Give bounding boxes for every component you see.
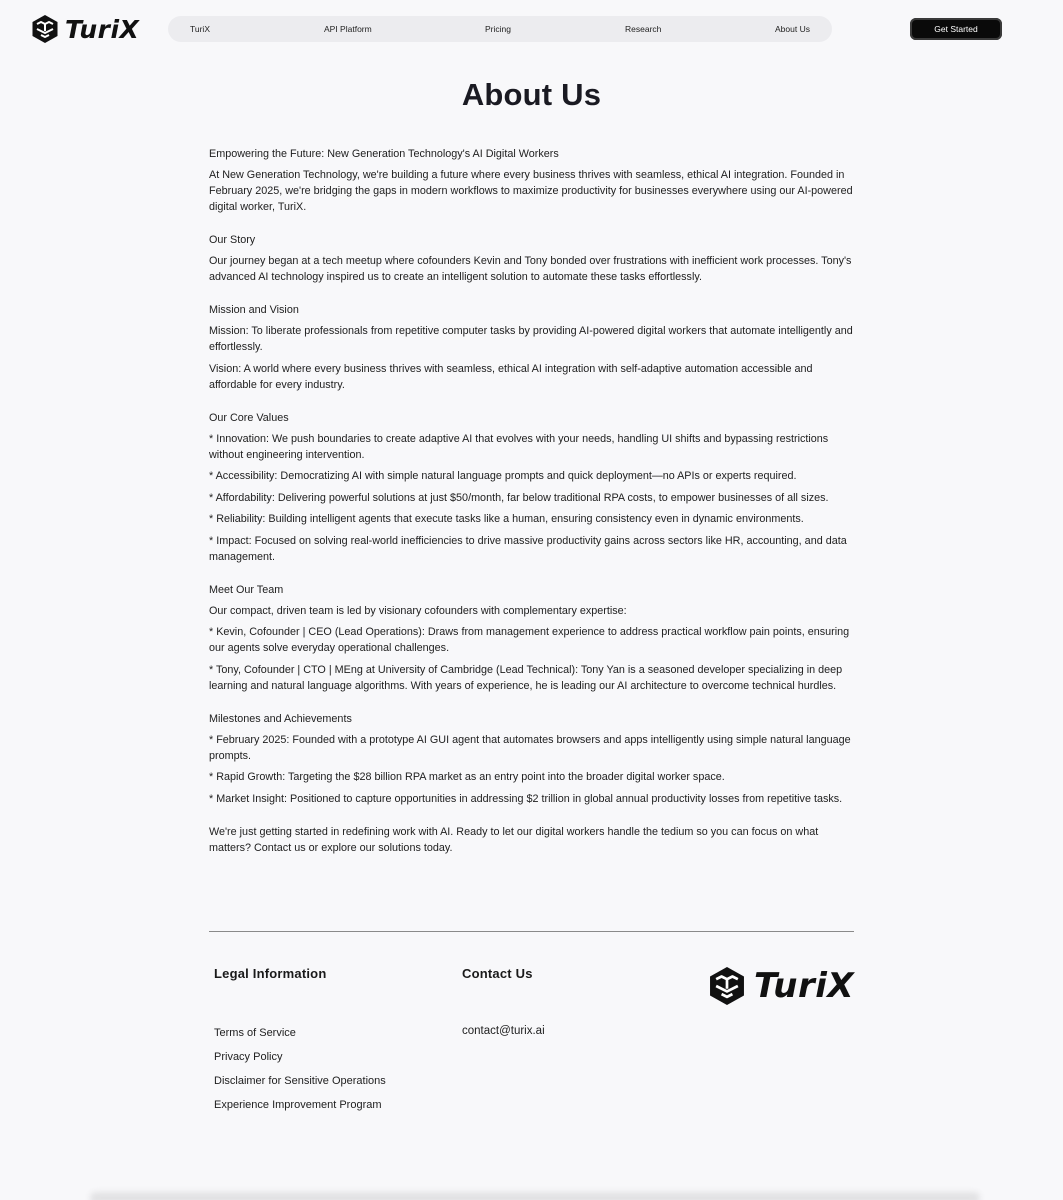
footer-logo[interactable] xyxy=(708,964,854,1008)
nav-item-turix[interactable]: TuriX xyxy=(190,24,210,34)
milestones-heading: Milestones and Achievements xyxy=(209,712,352,725)
contact-email-link[interactable]: contact@turix.ai xyxy=(462,1025,545,1037)
milestones-section xyxy=(209,711,857,807)
site-header xyxy=(0,0,1063,58)
nav-item-pricing[interactable]: Pricing xyxy=(485,24,511,34)
header-logo[interactable] xyxy=(31,13,139,45)
intro-paragraph: At New Generation Technology, we're building a future where every business thrives with seamless, ethical AI integration. Founded in February 2025, we're bridging the gaps in modern workflows to maximize productivity for businesses everywhere using our AI-powered digital worker, TuriX. xyxy=(209,169,853,213)
team-intro: Our compact, driven team is led by visionary cofounders with complementary expertise: xyxy=(209,604,627,617)
milestone-item: * Market Insight: Positioned to capture opportunities in addressing $2 trillion in global annual productivity losses from repetitive tasks. xyxy=(209,792,843,805)
team-member-item: * Tony, Cofounder | CTO | MEng at University of Cambridge (Lead Technical): Tony Yan is a seasoned developer specializing in deep learning and natural language algorithms. With years of experience, he is leading our AI architecture to overcome technical hurdles. xyxy=(209,663,843,692)
privacy-policy-link[interactable]: Privacy Policy xyxy=(214,1051,283,1063)
about-content xyxy=(209,146,857,861)
turix-logo-icon xyxy=(31,14,59,44)
nav-item-about-us[interactable]: About Us xyxy=(775,24,810,34)
footer-logo-wordmark: TuriX xyxy=(754,966,855,1006)
terms-of-service-link[interactable]: Terms of Service xyxy=(214,1027,296,1039)
closing-paragraph: We're just getting started in redefining work with AI. Ready to let our digital workers handle the tedium so you can focus on what matters? Contact us or explore our solutions today. xyxy=(209,825,819,854)
turix-logo-icon xyxy=(708,965,746,1007)
milestone-item: * Rapid Growth: Targeting the $28 billion RPA market as an entry point into the broader digital worker space. xyxy=(209,771,725,783)
mission-heading: Mission and Vision xyxy=(209,304,299,316)
logo-wordmark: TuriX xyxy=(65,14,140,44)
main-nav xyxy=(168,16,832,42)
milestone-item: * February 2025: Founded with a prototype AI GUI agent that automates browsers and apps intelligently using simple natural language prompts. xyxy=(209,733,851,762)
bottom-edge-shadow xyxy=(90,1192,980,1200)
values-heading: Our Core Values xyxy=(209,411,289,424)
get-started-button[interactable]: Get Started xyxy=(910,18,1002,40)
value-item: * Reliability: Building intelligent agents that execute tasks like a human, ensuring consistency even in dynamic environments. xyxy=(209,513,804,525)
story-paragraph: Our journey began at a tech meetup where cofounders Kevin and Tony bonded over frustrations with inefficient work processes. Tony's advanced AI technology inspired us to create an intelligent solution to automate these tasks effortlessly. xyxy=(209,255,852,283)
value-item: * Accessibility: Democratizing AI with simple natural language prompts and quick deployment—no APIs or experts required. xyxy=(209,470,797,482)
story-heading: Our Story xyxy=(209,234,256,246)
values-section xyxy=(209,410,857,565)
footer-divider xyxy=(209,931,854,932)
story-section xyxy=(209,232,857,285)
vision-paragraph: Vision: A world where every business thrives with seamless, ethical AI integration with self-adaptive automation accessible and affordable for every industry. xyxy=(209,362,813,391)
nav-item-api-platform[interactable]: API Platform xyxy=(324,24,372,34)
contact-heading: Contact Us xyxy=(462,966,533,981)
disclaimer-link[interactable]: Disclaimer for Sensitive Operations xyxy=(214,1075,386,1087)
nav-item-research[interactable]: Research xyxy=(625,24,662,34)
page-title: About Us xyxy=(461,77,602,112)
mission-paragraph: Mission: To liberate professionals from repetitive computer tasks by providing AI-powered digital workers that automate intelligently and effortlessly. xyxy=(209,325,853,353)
value-item: * Affordability: Delivering powerful solutions at just $50/month, far below traditional RPA costs, to empower businesses of all sizes. xyxy=(209,491,829,504)
mission-section xyxy=(209,302,857,393)
team-section xyxy=(209,582,857,694)
intro-heading: Empowering the Future: New Generation Technology's AI Digital Workers xyxy=(209,148,559,160)
intro-section xyxy=(209,146,857,215)
value-item: * Innovation: We push boundaries to create adaptive AI that evolves with your needs, handling UI shifts and bypassing restrictions without engineering intervention. xyxy=(209,432,829,461)
experience-program-link[interactable]: Experience Improvement Program xyxy=(214,1099,382,1111)
legal-heading: Legal Information xyxy=(214,966,327,981)
team-member-item: * Kevin, Cofounder | CEO (Lead Operations): Draws from management experience to address practical workflow pain points, ensuring our agents solve everyday operational challenges. xyxy=(209,626,850,654)
value-item: * Impact: Focused on solving real-world inefficiencies to drive massive productivity gains across sectors like HR, accounting, and data management. xyxy=(209,534,847,563)
team-heading: Meet Our Team xyxy=(209,583,284,596)
